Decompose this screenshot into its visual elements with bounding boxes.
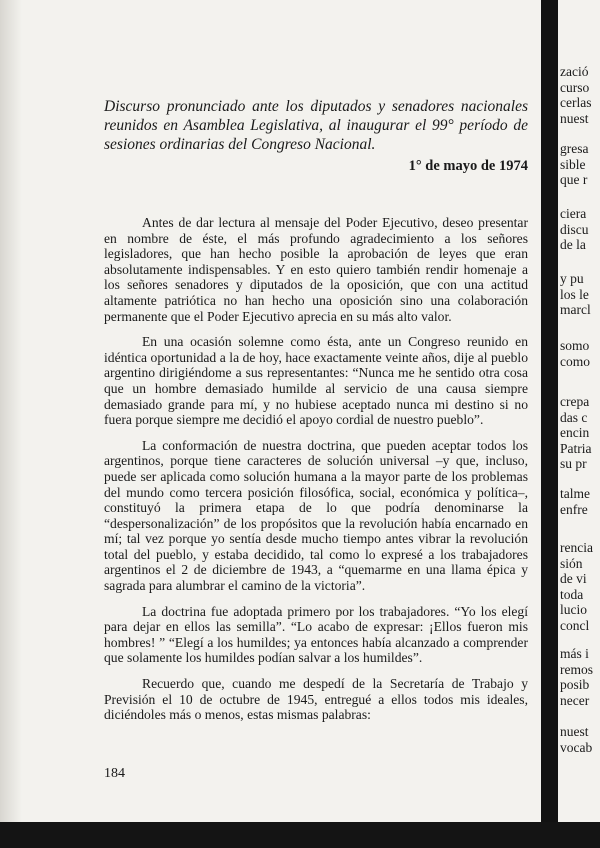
facing-page-fragment: ciera discu de la xyxy=(560,206,589,253)
facing-page-fragment: más i remos posib necer xyxy=(560,646,593,708)
facing-page-fragment: somo como xyxy=(560,338,590,369)
page-number: 184 xyxy=(104,766,125,781)
paragraph: La conformación de nuestra doctrina, que pueden aceptar todos los argentinos, porque tiene caracteres de solución universal –y que, incluso, puede ser aplicada como solución humana a la mayor parte de los problemas del mundo como tercera posición filosófica, social, económica y política–, constituyó la primera etapa de lo que podría denominarse la “despersonalización” de los propósitos que la revolución había encarnado en mí; tal vez porque yo sentía desde mucho tiempo antes vibrar la revolución total del pueblo, y estaba decidido, tal como lo expresé a los trabajadores argentinos el 2 de diciembre de 1943, a “quemarme en una llama épica y sagrada para alumbrar el camino de la victoria”. xyxy=(104,437,528,594)
facing-page-fragment: crepa das c encin Patria su pr xyxy=(560,394,592,472)
scan-bottom-edge xyxy=(0,822,600,848)
page-left-shadow xyxy=(0,0,22,848)
facing-page-fragment: rencia sión de vi toda lucio concl xyxy=(560,540,593,633)
page-body xyxy=(104,97,528,733)
paragraph: En una ocasión solemne como ésta, ante un Congreso reunido en idéntica oportunidad a la de hoy, hace exactamente veinte años, dije al pueblo argentino dirigiéndome a sus representantes: “Nunca me he sentido otra cosa que un hombre demasiado humilde al servicio de una causa siempre demasiado grande para mí, y no hubiese aceptado nunca mi destino si no fuera porque siempre me decidió el apoyo cordial de nuestro pueblo”. xyxy=(104,334,528,428)
facing-page-fragment: y pu los le marcl xyxy=(560,271,591,318)
paragraph: Antes de dar lectura al mensaje del Poder Ejecutivo, deseo presentar en nombre de éste, el más profundo agradecimiento a los señores legisladores, que han hecho posible la aprobación de leyes que eran absolutamente indispensables. Y en esto quiero también rendir homenaje a los señores senadores y diputados de la oposición, que con una actitud altamente patriótica no han hecho una oposición sino una colaboración permanente que el Poder Ejecutivo aprecia en su más alto valor. xyxy=(104,215,528,324)
facing-page-fragment: talme enfre xyxy=(560,486,590,517)
facing-page-fragment: nuest vocab xyxy=(560,724,593,755)
paragraph: La doctrina fue adoptada primero por los trabajadores. “Yo los elegí para dejar en ellos las semilla”. “Lo acabo de expresar: ¡Ellos fueron mis hombres! ” “Elegí a los humildes; ya entonces había alcanzado a comprender que solamente los humildes podían salvar a los humildes”. xyxy=(104,603,528,666)
speech-date: 1° de mayo de 1974 xyxy=(408,158,528,174)
speech-heading: Discurso pronunciado ante los diputados y senadores nacionales reunidos en Asamblea Legislativa, al inaugurar el 99° período de sesiones ordinarias del Congreso Nacional. xyxy=(104,98,528,153)
facing-page-fragment: zació curso cerlas nuest xyxy=(560,64,592,126)
facing-page-fragment: gresa sible que r xyxy=(560,141,589,188)
paragraph: Recuerdo que, cuando me despedí de la Secretaría de Trabajo y Previsión el 10 de octubre de 1945, entregué a ellos todos mis ideales, diciéndoles más o menos, estas mismas palabras: xyxy=(104,676,528,723)
book-spine-shadow xyxy=(541,0,558,848)
